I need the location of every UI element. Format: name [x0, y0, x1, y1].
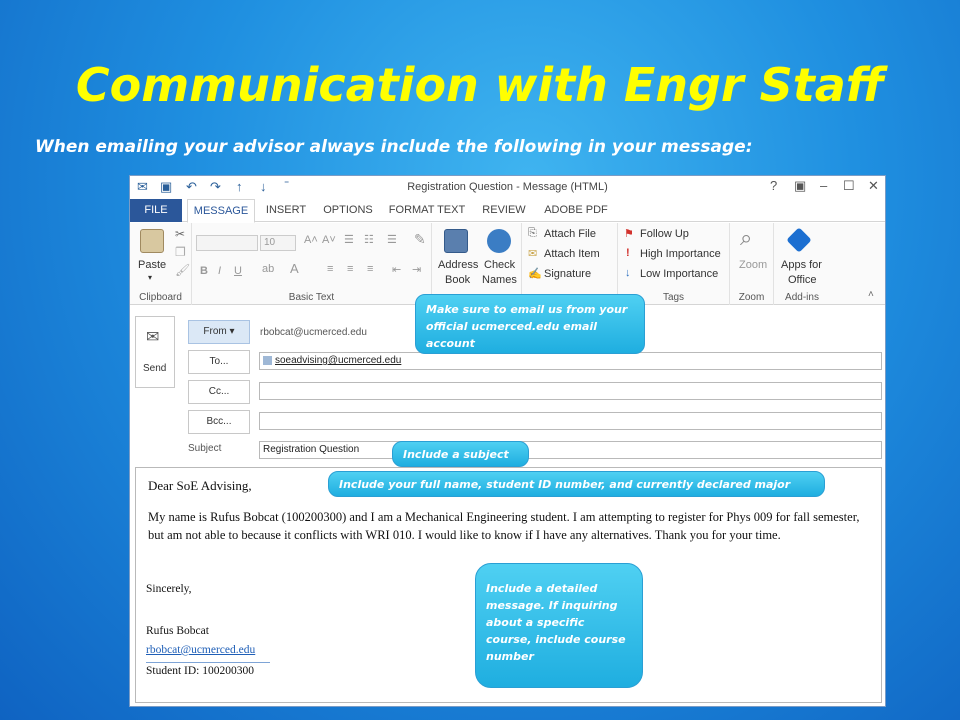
font-family-select[interactable] — [196, 235, 258, 251]
to-recipient[interactable]: soeadvising@ucmerced.edu — [275, 355, 402, 366]
subject-field[interactable]: Registration Question — [259, 441, 882, 459]
from-button[interactable] — [188, 320, 250, 344]
signature-button[interactable]: Signature — [544, 268, 592, 280]
low-importance-button[interactable]: Low Importance — [640, 268, 719, 280]
down-arrow-icon[interactable]: ↓ — [260, 179, 267, 194]
center-icon[interactable]: ≡ — [347, 263, 354, 275]
follow-up-button[interactable]: Follow Up — [640, 228, 689, 240]
zoom-group — [730, 223, 774, 305]
bcc-button[interactable]: Bcc... — [188, 410, 250, 434]
decrease-indent-icon[interactable]: ⇤ — [392, 264, 402, 276]
high-importance-icon: ! — [626, 247, 630, 259]
magnifier-icon[interactable]: ⌕ — [740, 225, 753, 250]
attach-item-button[interactable]: Attach Item — [544, 248, 600, 260]
tab-review[interactable]: REVIEW — [482, 204, 526, 216]
tab-format-text[interactable]: FORMAT TEXT — [388, 204, 466, 216]
from-label: From — [203, 326, 227, 337]
tab-options[interactable]: OPTIONS — [323, 204, 373, 216]
bold-icon[interactable]: B — [200, 265, 208, 277]
addins-group — [774, 223, 830, 305]
format-painter-icon[interactable]: 🖌 — [175, 263, 191, 277]
from-value: rbobcat@ucmerced.edu — [260, 327, 367, 338]
subject-label: Subject — [188, 443, 222, 454]
signature-name: Rufus Bobcat — [146, 625, 209, 637]
tab-file[interactable]: FILE — [130, 199, 182, 222]
high-importance-button[interactable]: High Importance — [640, 248, 721, 260]
underline-icon[interactable]: U — [234, 265, 242, 277]
grow-font-icon[interactable]: A˄ — [304, 234, 318, 246]
align-left-icon[interactable]: ≡ — [327, 263, 334, 275]
bcc-field[interactable] — [259, 412, 882, 430]
font-color-icon[interactable]: A — [290, 261, 299, 276]
low-importance-icon: ↓ — [625, 267, 631, 279]
names-group — [432, 223, 522, 305]
tab-message[interactable]: MESSAGE — [187, 199, 255, 223]
address-book-line2[interactable]: Book — [445, 274, 471, 286]
apps-line1[interactable]: Apps for — [781, 259, 822, 271]
contact-icon — [263, 356, 272, 365]
body-paragraph: My name is Rufus Bobcat (100200300) and I am a Mechanical Engineering student. I am attempting to register for Phys 009 for fall semester, but am not able to because it conflicts with WRI 010. I would like to know if I have any alternatives. Thank you for your time. — [148, 510, 860, 542]
to-field[interactable] — [259, 352, 882, 370]
apps-for-office-icon[interactable] — [786, 227, 811, 252]
mail-icon[interactable]: ✉ — [137, 179, 148, 194]
bullets-icon[interactable]: ☰ — [344, 234, 354, 246]
ribbon — [130, 223, 885, 305]
tags-group — [618, 223, 730, 305]
zoom-label: Zoom — [738, 292, 765, 303]
cc-field[interactable] — [259, 382, 882, 400]
align-right-icon[interactable]: ≡ — [367, 263, 374, 275]
shrink-font-icon[interactable]: A˅ — [322, 234, 336, 246]
send-icon: ✉ — [146, 329, 160, 346]
callout-full-name: Include your full name, student ID number, and currently declared major — [328, 471, 825, 497]
cut-icon[interactable]: ✂ — [175, 227, 186, 241]
window-title-bar — [130, 176, 885, 199]
tab-insert[interactable]: INSERT — [265, 204, 307, 216]
clear-format-icon[interactable]: ☰ — [387, 234, 397, 246]
addins-label: Add-ins — [785, 292, 819, 303]
up-arrow-icon[interactable]: ↑ — [236, 179, 243, 194]
basic-text-group — [192, 223, 432, 305]
redo-icon[interactable]: ↷ — [210, 179, 221, 194]
numbering-icon[interactable]: ☷ — [364, 234, 374, 246]
minimize-button[interactable]: – — [820, 178, 828, 193]
window-title: Registration Question - Message (HTML) — [407, 181, 608, 193]
callout-subject: Include a subject — [392, 441, 529, 467]
check-names-line2[interactable]: Names — [482, 274, 517, 286]
help-button[interactable]: ? — [770, 178, 778, 193]
clipboard-group — [130, 223, 192, 305]
address-book-icon[interactable] — [444, 229, 468, 253]
signature-email-link[interactable]: rbobcat@ucmerced.edu — [146, 644, 256, 656]
slide-title: Communication with Engr Staff — [75, 58, 885, 112]
chevron-down-icon: ▾ — [148, 273, 153, 282]
increase-indent-icon[interactable]: ⇥ — [412, 264, 422, 276]
callout-detailed-message: Include a detailed message. If inquiring about a specific course, include course number — [475, 563, 643, 688]
customize-icon[interactable]: ⁼ — [284, 179, 290, 190]
tags-label: Tags — [662, 292, 685, 303]
signature-icon: ✍ — [528, 268, 542, 280]
close-button[interactable]: ✕ — [868, 178, 879, 193]
to-button[interactable]: To... — [188, 350, 250, 374]
flag-icon: ⚑ — [624, 228, 634, 240]
paste-icon[interactable] — [140, 229, 164, 253]
italic-icon[interactable]: I — [218, 265, 222, 277]
attach-file-button[interactable]: Attach File — [544, 228, 596, 240]
send-button[interactable] — [135, 316, 175, 388]
tab-adobe-pdf[interactable]: ADOBE PDF — [544, 204, 608, 216]
envelope-icon: ✉ — [528, 248, 538, 260]
include-group — [522, 223, 618, 305]
copy-icon[interactable]: ❐ — [175, 245, 186, 259]
highlight-icon[interactable]: ab — [262, 263, 275, 275]
ribbon-display-button[interactable]: ▣ — [794, 178, 807, 193]
callout-email-account: Make sure to email us from your official ucmerced.edu email account — [415, 294, 645, 354]
cc-button[interactable]: Cc... — [188, 380, 250, 404]
closing: Sincerely, — [146, 583, 192, 595]
font-size-select[interactable]: 10 — [260, 235, 296, 251]
basic-text-label: Basic Text — [288, 292, 335, 303]
clipboard-label: Clipboard — [139, 292, 182, 303]
chevron-down-icon: ▾ — [229, 326, 235, 337]
zoom-button[interactable]: Zoom — [739, 259, 768, 271]
styles-icon[interactable]: ✎ — [414, 231, 426, 247]
save-icon[interactable]: ▣ — [160, 179, 173, 194]
maximize-button[interactable]: ☐ — [843, 178, 855, 193]
signature-divider — [146, 662, 270, 663]
address-book-line1[interactable]: Address — [438, 259, 479, 271]
collapse-ribbon-icon[interactable]: ˄ — [868, 289, 874, 300]
check-names-line1[interactable]: Check — [484, 259, 516, 271]
send-label: Send — [143, 363, 167, 374]
ribbon-tabs — [130, 199, 885, 222]
greeting: Dear SoE Advising, — [148, 478, 252, 493]
apps-line2[interactable]: Office — [788, 274, 817, 286]
signature-student-id: Student ID: 100200300 — [146, 665, 254, 677]
paperclip-icon: ⎘ — [528, 227, 537, 239]
slide-subtitle: When emailing your advisor always include the following in your message: — [35, 137, 753, 157]
paste-button[interactable]: Paste — [138, 259, 167, 271]
undo-icon[interactable]: ↶ — [186, 179, 197, 194]
check-names-icon[interactable] — [487, 229, 511, 253]
